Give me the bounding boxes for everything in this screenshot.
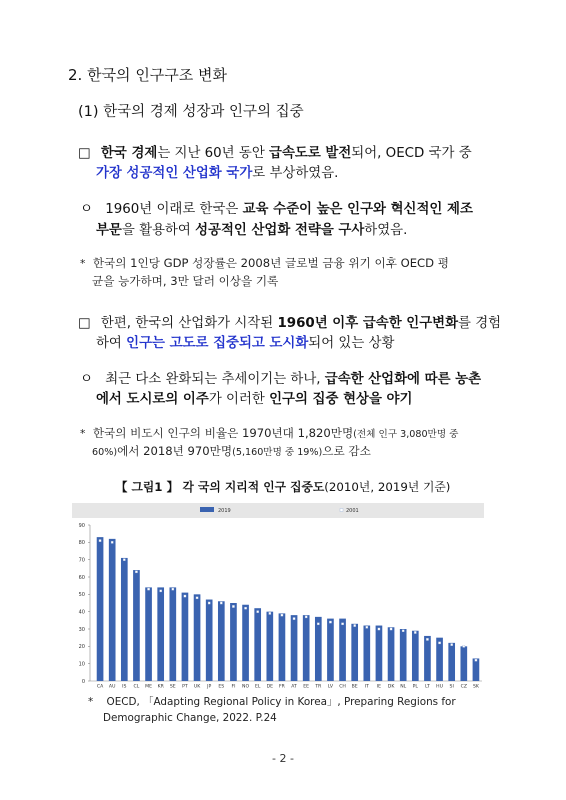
bar-IE: [376, 626, 383, 681]
x-tick-label: CA: [96, 684, 104, 690]
bar-ME: [145, 587, 152, 681]
marker-IE: [378, 628, 380, 630]
x-tick-label: LV: [327, 684, 334, 690]
text-span: 에서 2018년 970만명: [117, 444, 233, 458]
marker-UK: [196, 597, 198, 599]
marker-IT: [366, 626, 368, 628]
x-tick-label: LT: [425, 684, 430, 690]
bar-HU: [436, 638, 443, 681]
marker-AU: [111, 541, 113, 543]
x-tick-label: IS: [122, 684, 127, 690]
figure-title-bold: 【 그림1 】 각 국의 지리적 인구 집중도: [115, 480, 325, 494]
text-span: 부문: [96, 223, 122, 238]
marker-NO: [244, 607, 246, 609]
text-span: 하여: [96, 336, 127, 351]
text-span: 60%): [92, 447, 118, 458]
marker-EL: [257, 611, 259, 613]
bar-EE: [303, 615, 310, 681]
marker-AT: [293, 618, 295, 620]
x-tick-label: AU: [108, 684, 116, 690]
x-tick-label: DE: [266, 684, 274, 690]
text-span: 하였음.: [364, 223, 408, 238]
x-tick-label: IE: [376, 684, 382, 690]
text-span: 교육 수준이 높은 인구와 혁신적인 제조: [242, 202, 473, 217]
text-span: 되어 있는 상황: [308, 336, 395, 351]
marker-NL: [402, 630, 404, 632]
marker-TR: [317, 623, 319, 625]
bar-LT: [424, 636, 431, 681]
bar-IS: [121, 558, 128, 681]
marker-CL: [135, 571, 137, 573]
text-span: 균을 능가하며, 3만 달러 이상을 기록: [92, 274, 279, 288]
marker-BE: [354, 624, 356, 626]
bar-DE: [266, 612, 273, 681]
y-tick-label: 40: [78, 609, 85, 616]
text-span: 급속한 산업화에 따른 농촌: [324, 372, 482, 387]
x-tick-label: TR: [315, 684, 322, 690]
bar-FR: [279, 613, 286, 681]
x-tick-label: FR: [279, 684, 285, 690]
marker-SK: [475, 659, 477, 661]
legend-label-2001: 2001: [346, 508, 359, 514]
bar-CH: [339, 619, 346, 681]
y-tick-label: 0: [81, 678, 85, 685]
square-bullet-icon: □: [78, 316, 91, 331]
text-span: (5,160만명 중 19%): [232, 447, 323, 458]
bar-ES: [218, 601, 225, 681]
y-tick-label: 80: [78, 540, 85, 547]
marker-CA: [99, 540, 101, 542]
bar-IT: [363, 626, 370, 681]
x-tick-label: AT: [291, 684, 297, 690]
text-span: 는 지난 60년 동안: [157, 146, 270, 161]
bar-KR: [157, 587, 164, 681]
y-tick-label: 20: [78, 644, 85, 651]
bar-NO: [242, 605, 249, 681]
highlight-text: 인구는 고도로 집중되고 도시화: [126, 336, 309, 351]
bar-DK: [388, 627, 395, 681]
text-span: 인구의 집중 현상을 야기: [269, 392, 413, 407]
x-tick-label: KR: [157, 684, 164, 690]
bar-SI: [448, 643, 455, 681]
legend-swatch-2019: [200, 507, 214, 512]
x-tick-label: NO: [242, 684, 250, 690]
figure-title-rest: (2010년, 2019년 기준): [324, 480, 451, 494]
subsection-heading: (1) 한국의 경제 성장과 인구의 집중: [78, 104, 304, 120]
x-tick-label: PL: [412, 684, 418, 690]
text-span: 되어, OECD 국가 중: [351, 146, 472, 161]
marker-LT: [426, 638, 428, 640]
marker-EE: [305, 616, 307, 618]
text-span: 을 활용하여: [121, 223, 196, 238]
text-span: 최근 다소 완화되는 추세이기는 하나,: [105, 372, 325, 387]
text-span: 으로 감소: [322, 444, 371, 458]
text-span: 에서 도시로의 이주: [96, 392, 209, 407]
marker-KR: [160, 590, 162, 592]
x-tick-label: NL: [400, 684, 407, 690]
text-span: 한편, 한국의 산업화가 시작된: [100, 316, 278, 331]
marker-SI: [451, 644, 453, 646]
marker-IS: [123, 559, 125, 561]
bar-NL: [400, 629, 407, 681]
x-tick-label: SE: [169, 684, 176, 690]
text-span: 성공적인 산업화 전략을 구사: [195, 223, 365, 238]
x-tick-label: SK: [472, 684, 479, 690]
x-tick-label: SI: [449, 684, 454, 690]
text-span: 급속도로 발전: [269, 146, 352, 161]
bar-BE: [351, 624, 358, 681]
square-bullet-icon: □: [78, 146, 91, 161]
text-span: 한국 경제: [100, 146, 158, 161]
x-tick-label: CL: [133, 684, 140, 690]
text-span: 가 이러한: [208, 392, 270, 407]
text-span: 1960년 이후 급속한 인구변화: [277, 316, 459, 331]
y-tick-label: 70: [78, 557, 85, 564]
paragraph-population-change-line2: [96, 330, 394, 358]
x-tick-label: CZ: [460, 684, 467, 690]
paragraph-economy-line2: [96, 160, 338, 188]
x-tick-label: ME: [145, 684, 152, 690]
page-number: - 2 -: [272, 752, 294, 765]
bar-FI: [230, 603, 237, 681]
bar-JP: [206, 600, 213, 681]
marker-FI: [232, 605, 234, 607]
population-concentration-chart: [72, 501, 484, 690]
marker-SE: [172, 588, 174, 590]
text-span: 1960년 이래로 한국은: [105, 202, 243, 217]
x-tick-label: EL: [254, 684, 261, 690]
y-tick-label: 10: [78, 661, 85, 668]
bar-AT: [291, 615, 298, 681]
bar-TR: [315, 617, 322, 681]
marker-JP: [208, 602, 210, 604]
circle-bullet-icon: ㅇ: [80, 202, 93, 217]
circle-bullet-icon: ㅇ: [80, 372, 93, 387]
x-tick-label: ES: [218, 684, 225, 690]
footnote-rural: [80, 424, 458, 444]
x-tick-label: EE: [303, 684, 310, 690]
marker-ME: [147, 588, 149, 590]
bar-CA: [97, 537, 104, 681]
paragraph-education-line2: [96, 217, 407, 245]
footnote-gdp: [80, 254, 449, 273]
x-tick-label: CH: [339, 684, 346, 690]
bar-UK: [194, 594, 201, 681]
bar-EL: [254, 608, 261, 681]
paragraph-migration-line2: [96, 386, 412, 414]
legend-label-2019: 2019: [218, 508, 231, 514]
highlight-text: 가장 성공적인 산업화 국가: [96, 166, 253, 181]
x-tick-label: FI: [231, 684, 236, 690]
marker-ES: [220, 602, 222, 604]
bar-SE: [169, 587, 176, 681]
marker-PT: [184, 595, 186, 597]
bar-CL: [133, 570, 140, 681]
y-tick-label: 90: [78, 522, 85, 529]
text-span: (전체 인구 3,080만명 중: [353, 429, 459, 440]
marker-HU: [438, 642, 440, 644]
y-tick-label: 30: [78, 626, 85, 633]
source-line2: Demographic Change, 2022. P.24: [103, 712, 277, 724]
text-span: 한국의 1인당 GDP 성장률은 2008년 글로벌 금융 위기 이후 OECD 평: [92, 256, 449, 270]
asterisk-icon: *: [88, 696, 94, 708]
x-tick-label: IT: [364, 684, 369, 690]
asterisk-icon: *: [80, 427, 86, 440]
x-tick-label: BE: [351, 684, 358, 690]
bar-AU: [109, 539, 116, 681]
marker-FR: [281, 614, 283, 616]
marker-CZ: [463, 645, 465, 647]
bar-PT: [182, 593, 189, 681]
bar-PL: [412, 631, 419, 681]
text-span: 로 부상하였음.: [252, 166, 339, 181]
figure-source: [88, 694, 456, 726]
x-tick-label: JP: [207, 684, 212, 690]
y-tick-label: 50: [78, 592, 85, 599]
source-line1: OECD, 「Adapting Regional Policy in Korea」, Preparing Regions for: [106, 696, 456, 708]
x-tick-label: DK: [387, 684, 395, 690]
figure-title: [0, 478, 566, 495]
footnote-gdp-line2: [92, 272, 278, 291]
marker-PL: [414, 631, 416, 633]
bar-SK: [473, 658, 480, 681]
legend-swatch-2001: [340, 509, 343, 512]
x-tick-label: HU: [436, 684, 443, 690]
bar-LV: [327, 619, 334, 681]
bar-CZ: [460, 646, 467, 681]
text-span: 한국의 비도시 인구의 비율은 1970년대 1,820만명: [92, 426, 354, 440]
legend-box: [72, 503, 484, 518]
marker-CH: [341, 623, 343, 625]
y-tick-label: 60: [78, 574, 85, 581]
x-tick-label: UK: [193, 684, 201, 690]
marker-DE: [269, 612, 271, 614]
text-span: 를 경험: [458, 316, 502, 331]
x-tick-label: PT: [182, 684, 188, 690]
marker-DK: [390, 628, 392, 630]
footnote-rural-line2: [92, 442, 371, 462]
marker-LV: [329, 621, 331, 623]
asterisk-icon: *: [80, 257, 86, 270]
section-heading: 2. 한국의 인구구조 변화: [68, 66, 228, 84]
